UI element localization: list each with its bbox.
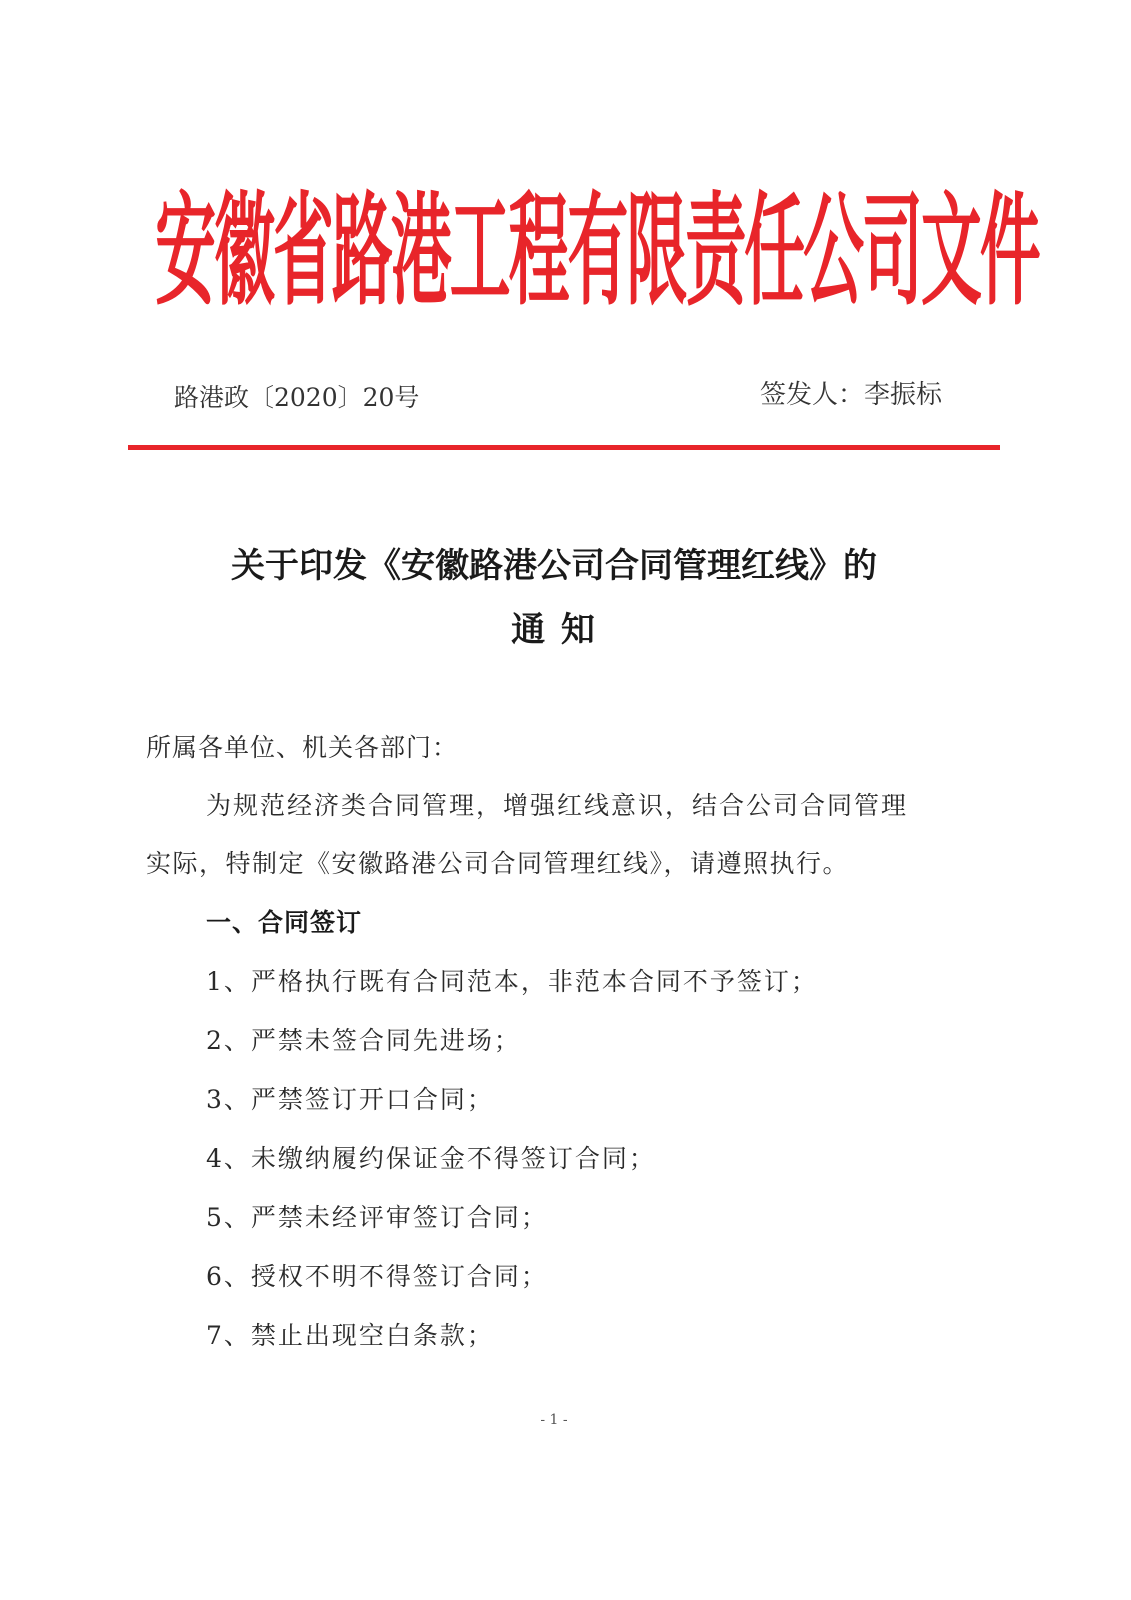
- section-heading-contract-signing: 一、合同签订: [206, 908, 363, 937]
- list-item: 5、严禁未经评审签订合同；: [206, 1203, 548, 1232]
- list-item: 4、未缴纳履约保证金不得签订合同；: [206, 1144, 656, 1173]
- document-number: 路港政〔2020〕20号: [174, 383, 420, 412]
- notice-title-line-1: 关于印发《安徽路港公司合同管理红线》的: [231, 546, 877, 586]
- page-number: - 1 -: [540, 1412, 568, 1428]
- list-item: 7、禁止出现空白条款；: [206, 1321, 494, 1350]
- list-item: 1、严格执行既有合同范本，非范本合同不予签订；: [206, 967, 818, 996]
- document-masthead: [132, 178, 1039, 328]
- masthead-title: 安徽省路港工程有限责任公司文件: [155, 182, 1039, 324]
- list-item: 2、严禁未签合同先进场；: [206, 1026, 521, 1055]
- contract-rules-list: [206, 962, 818, 1375]
- body-paragraph-line-2: 实际，特制定《安徽路港公司合同管理红线》，请遵照执行。: [146, 849, 850, 878]
- list-item: 3、严禁签订开口合同；: [206, 1085, 494, 1114]
- salutation: 所属各单位、机关各部门：: [146, 733, 459, 762]
- body-paragraph-line-1: 为规范经济类合同管理，增强红线意识，结合公司合同管理: [206, 791, 909, 820]
- signer-label: 签发人：李振标: [760, 380, 943, 410]
- red-divider-rule: [128, 445, 1000, 450]
- list-item: 6、授权不明不得签订合同；: [206, 1262, 548, 1291]
- notice-title-line-2: 通 知: [511, 610, 597, 650]
